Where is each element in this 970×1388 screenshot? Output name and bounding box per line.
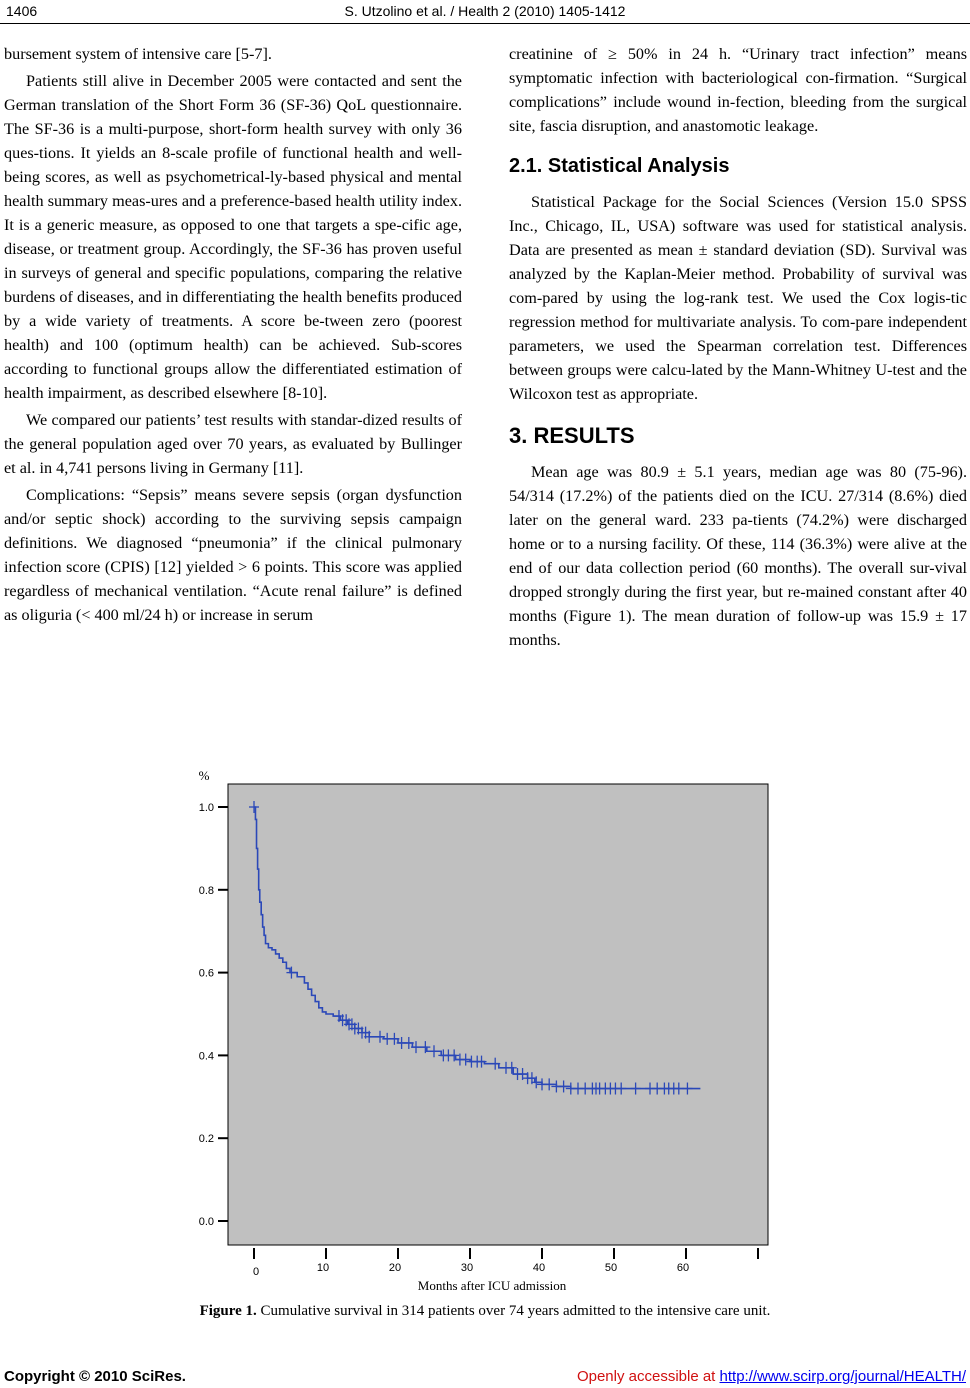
x-tick-label: 30 bbox=[460, 1262, 474, 1274]
y-tick-label: 0.8 bbox=[198, 884, 214, 897]
figure-caption bbox=[0, 1303, 970, 1320]
y-tick-label: 0.0 bbox=[198, 1216, 214, 1228]
paragraph: Statistical Package for the Social Sciences (Version 15.0 SPSS Inc., Chicago, IL, USA) software was used for statistical analysis. Data are presented as mean ± standard deviation (SD). Survival was analyzed by the Kaplan-Meier method. Probability of survival was com-pared by using the log-rank test. We used the Cox logis-tic regression method for multivariate analysis. To com-pare independent parameters, we used the Spearman correlation test. Differences between groups were calcu-lated by the Mann-Whitney U-test and the Wilcoxon test as appropriate. bbox=[509, 193, 967, 403]
x-axis-label: Months after ICU admission bbox=[417, 1278, 567, 1293]
figure-caption-text: Cumulative survival in 314 patients over 74 years admitted to the intensive care unit. bbox=[256, 1303, 771, 1319]
paragraph: bursement system of intensive care [5-7]. bbox=[4, 45, 272, 63]
y-tick-label: 0.4 bbox=[198, 1050, 214, 1063]
y-tick-label: 1.0 bbox=[198, 802, 214, 814]
x-tick-label: 0 bbox=[252, 1266, 260, 1278]
x-tick-label: 50 bbox=[604, 1262, 618, 1274]
open-access-label: Openly accessible at bbox=[576, 1368, 720, 1385]
paragraph: Complications: “Sepsis” means severe sepsis (organ dysfunction and/or septic shock) according to the surviving sepsis campaign definitions. We diagnosed “pneumonia” if the clinical pulmonary infection score (CPIS) [12] yielded > 6 points. This score was applied regardless of mechanical ventilation. “Acute renal failure” is defined as oliguria (< 400 ml/24 h) or increase in serum bbox=[4, 486, 462, 624]
running-head: S. Utzolino et al. / Health 2 (2010) 1405-1412 bbox=[344, 3, 626, 19]
section-heading: 3. RESULTS bbox=[509, 423, 635, 448]
page-number: 1406 bbox=[6, 3, 38, 19]
x-tick-label: 60 bbox=[676, 1262, 690, 1274]
x-tick-label: 40 bbox=[532, 1262, 546, 1274]
paragraph: We compared our patients’ test results with standar-dized results of the general population aged over 70 years, as evaluated by Bullinger et al. in 4,741 persons living in Germany [11]. bbox=[4, 411, 462, 477]
paragraph: Mean age was 80.9 ± 5.1 years, median age was 80 (75-96). 54/314 (17.2%) of the patients died on the ICU. 27/314 (8.6%) died later on the general ward. 233 pa-tients (74.2%) were discharged home or to a nursing facility. Of these, 114 (36.3%) were alive at the end of our data collection period (60 months). The overall sur-vival dropped strongly during the first year, but re-mained constant after 40 months (Figure 1). The mean duration of follow-up was 15.9 ± 17 months. bbox=[509, 463, 967, 649]
figure-1 bbox=[0, 760, 970, 1300]
figure-caption-label: Figure 1. bbox=[199, 1303, 257, 1319]
plot-area bbox=[228, 784, 768, 1245]
x-tick-label: 10 bbox=[316, 1262, 330, 1274]
paragraph: creatinine of ≥ 50% in 24 h. “Urinary tract infection” means symptomatic infection with bacteriological con-firmation. “Surgical complications” include wound in-fection, bleeding from the surgical site, fascia disruption, and anastomotic leakage. bbox=[509, 45, 967, 135]
y-tick-label: 0.6 bbox=[198, 967, 214, 980]
page-header bbox=[0, 0, 970, 26]
section-heading: 2.1. Statistical Analysis bbox=[509, 155, 730, 177]
left-column bbox=[4, 42, 462, 627]
journal-link[interactable]: http://www.scirp.org/journal/HEALTH/ bbox=[719, 1368, 966, 1385]
header-rule bbox=[0, 23, 970, 24]
y-tick-label: 0.2 bbox=[198, 1133, 214, 1146]
copyright-notice: Copyright © 2010 SciRes. bbox=[4, 1368, 186, 1385]
x-tick-label: 20 bbox=[388, 1262, 402, 1274]
right-column bbox=[509, 42, 967, 652]
page-footer bbox=[0, 1366, 970, 1388]
survival-chart bbox=[0, 760, 970, 1300]
open-access-notice bbox=[577, 1368, 966, 1385]
y-axis-label: % bbox=[198, 768, 210, 783]
paragraph: Patients still alive in December 2005 were contacted and sent the German translation of the Short Form 36 (SF-36) QoL questionnaire. The SF-36 is a multi-purpose, short-form health survey with only 36 ques-tions. It yields an 8-scale profile of functional health and well-being scores, as well as psychometrical-ly-based physical and mental health summary meas-ures and a preference-based health utility index. It is a generic measure, as opposed to one that targets a spe-cific age, disease, or treatment group. Accordingly, the SF-36 has proven useful in surveys of general and specific populations, comparing the relative burdens of diseases, and in differentiating the health benefits produced by a wide variety of treatments. A score be-tween zero (poorest health) and 100 (optimum health) can be achieved. Sub-scores according to functional groups allow the differentiated estimation of health impairment, as described elsewhere [8-10]. bbox=[4, 72, 462, 402]
